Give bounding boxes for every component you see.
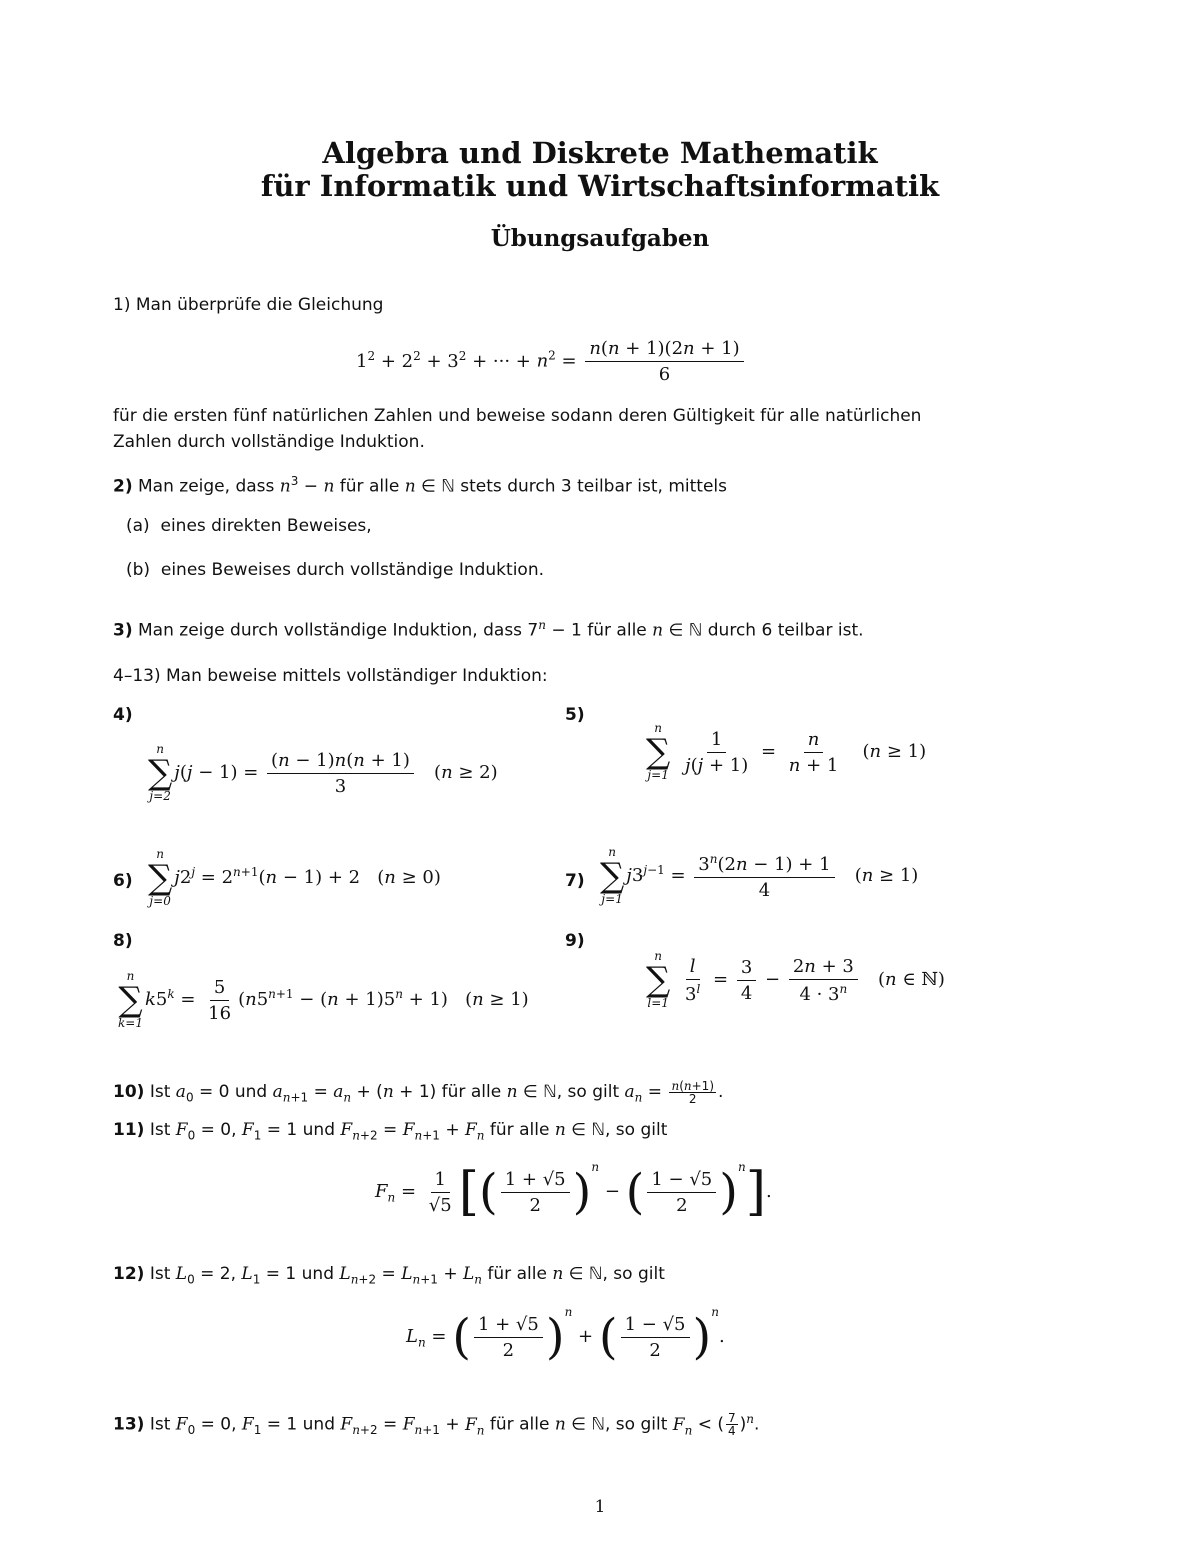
sum-symbol: n ∑ l=1	[646, 949, 671, 1010]
task-text: , so gilt	[605, 1414, 668, 1435]
task-text: für alle	[489, 1414, 550, 1435]
task-12-label: 12)	[113, 1264, 145, 1284]
task-10: 10) Ist $a_0 = 0$ und $a_{n+1} = a_n + (n + 1)$ für alle n ∈ ℕ, so gilt $a_n$ = $\frac{n(n+1)}{2}$ .	[113, 1078, 724, 1106]
task-11: 11) Ist $F_0 = 0$, $F_1 = 1$ und $F_{n+2} = F_{n+1} + F_n$ für alle n ∈ ℕ, so gilt	[113, 1120, 668, 1143]
title-line-2: für Informatik und Wirtschaftsinformatik	[260, 169, 940, 203]
task-2-item-b	[126, 557, 544, 583]
fraction: $\frac{1 - √5}{2}$	[647, 1169, 716, 1216]
task-3: 3) Man zeige durch vollständige Induktion, dass $7^n - 1$ für alle n ∈ ℕ durch 6 teilbar ist.	[113, 618, 864, 641]
task-text: für alle	[489, 1120, 550, 1140]
task-2: 2) Man zeige, dass $n^3 - n$ für alle n ∈ ℕ stets durch 3 teilbar ist, mittels	[113, 474, 727, 497]
fraction: $\frac{1}{√5}$	[428, 1168, 452, 1216]
task-text: Ist	[149, 1082, 171, 1102]
fraction: $\frac{2n + 3}{4 \cdot 3^n}$	[789, 956, 858, 1005]
fraction: $\frac{1 + √5}{2}$	[474, 1314, 543, 1361]
task-2-label: 2)	[113, 476, 133, 497]
sum-symbol: n ∑ j=0	[148, 847, 173, 908]
task-2-text: Man zeige, dass	[138, 476, 275, 497]
task-2-text: für alle	[339, 476, 400, 497]
fraction: $\frac{1 - √5}{2}$	[621, 1314, 690, 1361]
task-text: und	[301, 1264, 334, 1284]
task-text: , so gilt	[556, 1082, 620, 1102]
task-8-label: 8)	[113, 931, 133, 951]
fraction: $\frac{3^n(2n - 1) + 1}{4}$	[694, 852, 834, 901]
task-5-label: 5)	[565, 705, 585, 725]
title-line-1: Algebra und Diskrete Mathematik	[322, 136, 878, 170]
sum-symbol: n ∑ j=2	[148, 742, 173, 803]
fraction: $\frac{n}{n + 1}$	[788, 728, 839, 776]
task-text: und	[302, 1120, 335, 1140]
task-4-label: 4)	[113, 705, 133, 725]
task-text: Ist	[149, 1414, 171, 1435]
fraction: $\frac{(n - 1)n(n + 1)}{3}$	[267, 750, 414, 797]
task-6-label: 6)	[113, 871, 133, 891]
fraction: $\frac{7}{4}$	[728, 1411, 736, 1439]
task-text: Ist	[149, 1120, 171, 1140]
task-3-text: durch 6 teilbar ist.	[707, 620, 864, 641]
equation-1: $1^2 + 2^2 + 3^2$ + ··· + $n^2$ = $\frac{n(n + 1)(2n + 1)}{6}$	[356, 338, 747, 385]
task-12: 12) Ist $L_0 = 2$, $L_1 = 1$ und $L_{n+2} = L_{n+1} + L_n$ für alle n ∈ ℕ, so gilt	[113, 1264, 665, 1287]
task-text: , so gilt	[602, 1264, 665, 1284]
task-4-13-intro: 4–13) Man beweise mittels vollständiger Induktion:	[113, 666, 548, 686]
equation-11: $F_n$ = $\frac{1}{√5}$ [( $\frac{1 + √5}{2}$ )$^n$ − ( $\frac{1 - √5}{2}$ )$^n$].	[375, 1160, 772, 1222]
fraction: $\frac{1}{j(j + 1)}$	[685, 728, 749, 776]
task-13: 13) Ist $F_0 = 0$, $F_1 = 1$ und $F_{n+2} = F_{n+1} + F_n$ für alle n ∈ ℕ, so gilt $F_n$ < ( $\frac{7}{4}$ )$^n$.	[113, 1411, 760, 1439]
task-1-text-2: Zahlen durch vollständige Induktion.	[113, 432, 425, 452]
item-label: (b)	[126, 560, 151, 580]
task-1-text-1: für die ersten fünf natürlichen Zahlen und beweise sodann deren Gültigkeit für alle natürlichen	[113, 406, 922, 426]
task-9-label: 9)	[565, 931, 585, 951]
task-1-label: 1)	[113, 295, 131, 315]
task-11-label: 11)	[113, 1120, 145, 1140]
task-text: für alle	[441, 1082, 502, 1102]
fraction: $\frac{3}{4}$	[737, 957, 756, 1004]
fraction: $\frac{l}{3^l}$	[685, 955, 701, 1005]
task-1-intro	[113, 292, 383, 318]
task-3-text: Man zeige durch vollständige Induktion, dass	[138, 620, 523, 641]
task-3-text: für alle	[587, 620, 647, 641]
equation-5: n ∑ j=1 $\frac{1}{j(j + 1)}$ = $\frac{n}{n + 1}$ (n ≥ 1)	[646, 721, 927, 782]
equation-12: $L_n$ = ( $\frac{1 + √5}{2}$ )$^n$ + ( $\frac{1 - √5}{2}$ )$^n$.	[406, 1305, 725, 1365]
subtitle: Übungsaufgaben	[490, 225, 710, 252]
task-10-label: 10)	[113, 1082, 145, 1102]
item-text: eines Beweises durch vollständige Induktion.	[160, 560, 544, 580]
equation-8: n ∑ k=1 $k5^k$ = $\frac{5}{16}$ $(n5^{n+1} - (n + 1)5^n + 1) (n \ge 1)$	[118, 969, 529, 1030]
task-7-label: 7)	[565, 871, 585, 891]
task-3-label: 3)	[113, 620, 133, 641]
task-2-item-a	[126, 513, 372, 539]
task-text: und	[234, 1082, 268, 1102]
equation-6: n ∑ j=0 $j2^j = 2^{n+1}(n - 1) + 2$ (n ≥ 0)	[148, 847, 441, 908]
page-number: 1	[594, 1497, 606, 1517]
sum-symbol: n ∑ j=1	[600, 845, 625, 906]
task-1-intro-text: Man überprüfe die Gleichung	[135, 295, 384, 315]
task-13-label: 13)	[113, 1414, 145, 1435]
fraction: $\frac{n(n+1)}{2}$	[671, 1078, 714, 1106]
item-text: eines direkten Beweises,	[160, 516, 372, 536]
sum-symbol: n ∑ j=1	[646, 721, 671, 782]
equation-9: n ∑ l=1 $\frac{l}{3^l}$ = $\frac{3}{4}$ − $\frac{2n + 3}{4 \cdot 3^n}$ (n ∈ ℕ)	[646, 949, 945, 1010]
task-text: für alle	[487, 1264, 547, 1284]
fraction: $\frac{n(n + 1)(2n + 1)}{6}$	[585, 338, 743, 385]
equation-4: n ∑ j=2 j(j − 1) = $\frac{(n - 1)n(n + 1)}{3}$ (n ≥ 2)	[148, 742, 498, 803]
task-text: , so gilt	[605, 1120, 668, 1140]
task-2-text: stets durch 3 teilbar ist, mittels	[460, 476, 727, 497]
fraction: $\frac{1 + √5}{2}$	[501, 1169, 570, 1216]
sum-symbol: n ∑ k=1	[118, 969, 143, 1030]
item-label: (a)	[126, 516, 150, 536]
task-text: Ist	[149, 1264, 171, 1284]
fraction: $\frac{5}{16}$	[208, 976, 232, 1024]
equation-7: n ∑ j=1 $j3^{j-1}$ = $\frac{3^n(2n - 1) + 1}{4}$ (n ≥ 1)	[600, 845, 919, 906]
task-text: und	[302, 1414, 335, 1435]
